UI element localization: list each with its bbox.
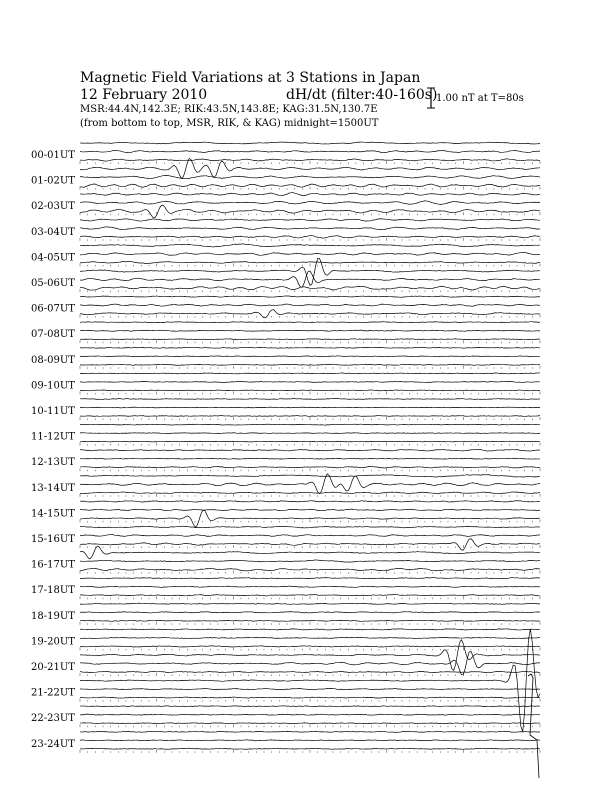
row-label: 14-15UT	[31, 508, 75, 520]
trace-msr-row-4	[80, 262, 540, 264]
trace-msr-row-20	[80, 671, 540, 672]
trace-kag-row-7	[80, 322, 540, 323]
row-label: 19-20UT	[31, 636, 75, 648]
trace-rik-row-19	[80, 637, 540, 638]
row-label: 11-12UT	[31, 431, 75, 443]
trace-kag-row-23	[80, 731, 540, 732]
row-label: 05-06UT	[31, 278, 75, 289]
row-label: 02-03UT	[31, 201, 75, 213]
trace-kag-row-21	[80, 629, 540, 732]
trace-msr-row-14	[80, 510, 540, 527]
trace-rik-row-23	[80, 740, 540, 741]
row-label: 08-09UT	[31, 354, 75, 366]
trace-kag-row-11	[80, 424, 540, 425]
trace-rik-row-8	[80, 356, 540, 357]
trace-msr-row-23	[80, 748, 540, 749]
row-label: 07-08UT	[31, 329, 75, 341]
trace-rik-row-12	[80, 458, 540, 459]
trace-kag-row-18	[80, 603, 540, 604]
trace-rik-row-14	[80, 509, 540, 511]
trace-kag-row-4	[80, 244, 540, 247]
trace-kag-row-15	[80, 526, 540, 528]
row-label: 13-14UT	[31, 482, 75, 494]
trace-msr-row-8	[80, 364, 540, 365]
row-labels	[31, 150, 75, 750]
trace-kag-row-12	[80, 449, 540, 451]
trace-msr-row-21	[80, 697, 540, 698]
trace-kag-row-14	[80, 501, 540, 502]
trace-rik-row-4	[80, 252, 540, 255]
row-label: 00-01UT	[31, 150, 75, 161]
trace-kag-row-22	[80, 706, 540, 707]
trace-kag-row-20	[80, 640, 540, 671]
row-label: 21-22UT	[31, 687, 75, 699]
trace-rik-row-21	[80, 688, 540, 689]
trace-kag-row-9	[80, 373, 540, 374]
trace-kag-row-6	[80, 296, 540, 297]
trace-kag-row-8	[80, 347, 540, 348]
trace-msr-row-0	[80, 159, 540, 161]
trace-kag-row-19	[80, 629, 540, 630]
trace-msr-row-13	[80, 492, 540, 494]
trace-rik-row-18	[80, 612, 540, 613]
row-label: 18-19UT	[31, 610, 75, 622]
trace-rik-row-17	[80, 586, 540, 587]
trace-rik-row-16	[80, 560, 540, 562]
trace-msr-row-18	[80, 620, 540, 621]
trace-group	[80, 142, 540, 778]
row-label: 04-05UT	[31, 252, 75, 264]
scale-bar-label: 1.00 nT at T=80s	[436, 93, 524, 104]
scale-bar	[427, 88, 435, 108]
trace-kag-row-13	[80, 475, 540, 477]
row-label: 17-18UT	[31, 585, 75, 597]
trace-rik-row-15	[80, 535, 540, 537]
trace-msr-row-12	[80, 467, 540, 469]
row-label: 12-13UT	[31, 457, 75, 469]
row-label: 06-07UT	[31, 303, 75, 315]
trace-msr-row-17	[80, 594, 540, 595]
trace-msr-row-16	[80, 568, 540, 570]
chart-title: Magnetic Field Variations at 3 Stations in Japan	[80, 70, 421, 86]
trace-msr-row-9	[80, 390, 540, 391]
trace-rik-row-3	[80, 227, 540, 230]
trace-msr-row-22	[80, 723, 540, 724]
trace-msr-row-19	[80, 646, 540, 647]
trace-msr-row-2	[80, 205, 540, 218]
station-order-note: (from bottom to top, MSR, RIK, & KAG) midnight=1500UT	[80, 118, 379, 129]
trace-kag-row-3	[80, 219, 540, 221]
trace-rik-row-6	[80, 304, 540, 306]
trace-rik-row-2	[80, 201, 540, 205]
chart-quantity: dH/dt (filter:40-160s)	[286, 87, 438, 103]
row-label: 01-02UT	[31, 175, 75, 187]
trace-kag-row-2	[80, 192, 540, 195]
trace-msr-row-7	[80, 339, 540, 340]
row-label: 20-21UT	[31, 662, 75, 673]
trace-kag-row-16	[80, 546, 540, 559]
trace-rik-row-9	[80, 381, 540, 382]
trace-msr-row-15	[80, 539, 540, 550]
trace-kag-row-10	[80, 399, 540, 400]
trace-rik-row-11	[80, 433, 540, 434]
row-label: 23-24UT	[31, 738, 75, 750]
trace-msr-row-10	[80, 416, 540, 417]
trace-rik-row-7	[80, 330, 540, 331]
trace-kag-row-17	[80, 578, 540, 579]
row-label: 22-23UT	[31, 713, 75, 725]
trace-rik-row-22	[80, 714, 540, 715]
row-label: 16-17UT	[31, 559, 75, 571]
trace-msr-row-3	[80, 236, 540, 239]
row-label: 15-16UT	[31, 534, 75, 545]
row-label: 03-04UT	[31, 226, 75, 238]
station-coordinates: MSR:44.4N,142.3E; RIK:43.5N,143.8E; KAG:31.5N,130.7E	[80, 104, 378, 115]
chart-date: 12 February 2010	[80, 87, 208, 103]
trace-rik-row-13	[80, 474, 540, 494]
trace-kag-row-0	[80, 142, 540, 144]
trace-msr-row-11	[80, 441, 540, 442]
trace-spike-end	[528, 674, 539, 778]
row-label: 09-10UT	[31, 380, 75, 392]
row-label: 10-11UT	[31, 406, 75, 417]
trace-rik-row-10	[80, 407, 540, 408]
trace-rik-row-1	[80, 175, 540, 178]
trace-rik-row-0	[80, 150, 540, 152]
